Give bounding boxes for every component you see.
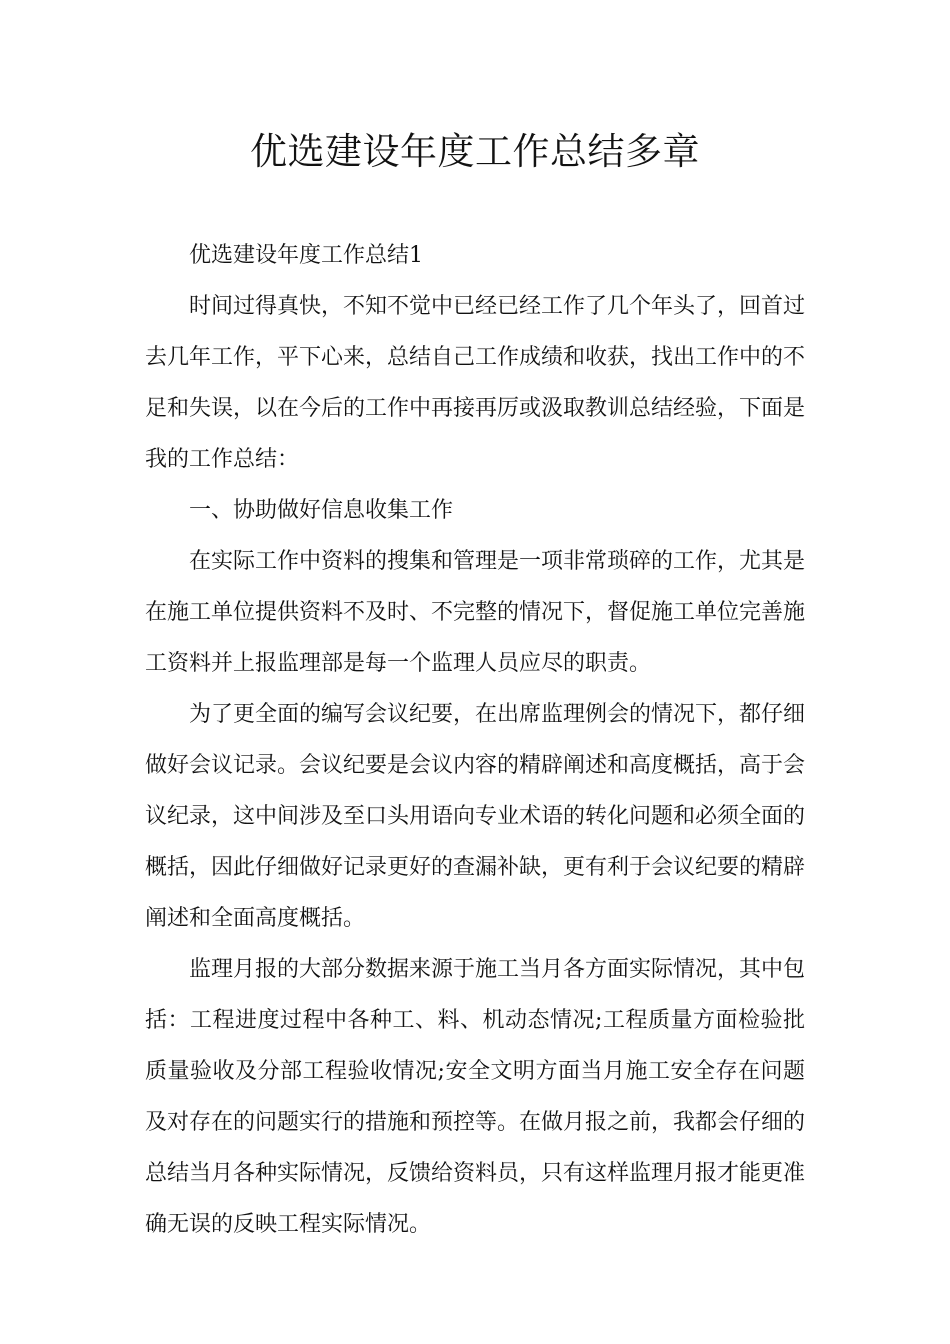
body-paragraph: 在实际工作中资料的搜集和管理是一项非常琐碎的工作，尤其是在施工单位提供资料不及时、不完整的情况下，督促施工单位完善施工资料并上报监理部是每一个监理人员应尽的职责。 [145, 549, 806, 676]
intro-paragraph: 时间过得真快，不知不觉中已经已经工作了几个年头了，回首过去几年工作，平下心来，总结自己工作成绩和收获，找出工作中的不足和失误，以在今后的工作中再接再厉或汲取教训总结经验，下面是我的工作总结： [145, 294, 806, 472]
body-paragraph: 为了更全面的编写会议纪要，在出席监理例会的情况下，都仔细做好会议记录。会议纪要是会议内容的精辟阐述和高度概括，高于会议纪录，这中间涉及至口头用语向专业术语的转化问题和必须全面的概括，因此仔细做好记录更好的查漏补缺，更有利于会议纪要的精辟阐述和全面高度概括。 [145, 702, 806, 931]
document-body [145, 230, 805, 1250]
document-title: 优选建设年度工作总结多章 [250, 130, 700, 173]
section-heading-1: 优选建设年度工作总结1 [189, 243, 423, 268]
subsection-heading-1: 一、协助做好信息收集工作 [189, 498, 454, 523]
body-paragraph: 监理月报的大部分数据来源于施工当月各方面实际情况，其中包括：工程进度过程中各种工、料、机动态情况;工程质量方面检验批质量验收及分部工程验收情况;安全文明方面当月施工安全存在问题及对存在的问题实行的措施和预控等。在做月报之前，我都会仔细的总结当月各种实际情况，反馈给资料员，只有这样监理月报才能更准确无误的反映工程实际情况。 [145, 957, 806, 1237]
